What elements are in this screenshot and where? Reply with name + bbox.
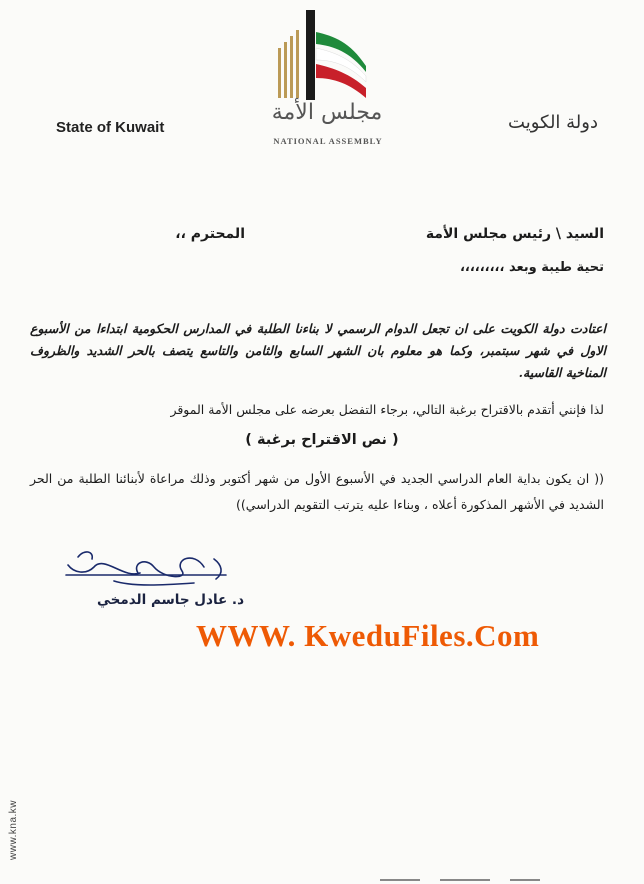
assembly-arabic-name: مجلس الأمة [271, 100, 383, 125]
side-url: www.kna.kw [8, 799, 19, 860]
watermark: WWW. KweduFiles.Com [196, 618, 540, 653]
honorific: المحترم ،، [175, 226, 245, 242]
proposal-text: (( ان يكون بداية العام الدراسي الجديد في الأسبوع الأول من شهر أكتوبر وذلك مراعاة لأبنائنا الطلبة من الحر الشديد في الأشهر المذكورة أعلاه ، وبناءا عليه يترتب التقويم الدراسي)) [30, 471, 604, 512]
request-paragraph: لذا فإنني أتقدم بالاقتراح برغبة التالي، برجاء التفضل بعرضه على مجلس الأمة الموقر [170, 402, 604, 417]
signer-name: د. عادل جاسم الدمخي [97, 592, 244, 608]
opening-paragraph: اعتادت دولة الكويت على ان تجعل الدوام الرسمي لا بناءنا الطلبة في المدارس الحكومية ابتداءا من الأسبوع الاول في شهر سبتمبر، وكما هو معلوم بان الشهر السابع والثامن والتاسع يتصف بالحر الشديد والظروف المناخية القاسية. [30, 321, 606, 380]
state-of-kuwait-arabic: دولة الكويت [508, 112, 598, 133]
national-assembly-logo-icon [276, 8, 368, 102]
footer-marks [380, 876, 550, 884]
addressee: السيد \ رئيس مجلس الأمة [425, 226, 604, 242]
assembly-english-name: NATIONAL ASSEMBLY [273, 136, 383, 146]
state-of-kuwait-english: State of Kuwait [56, 119, 165, 136]
greeting: تحية طيبة وبعد ،،،،،،،،، [459, 260, 604, 275]
proposal-heading: ( نص الاقتراح برغبة ) [245, 432, 399, 448]
